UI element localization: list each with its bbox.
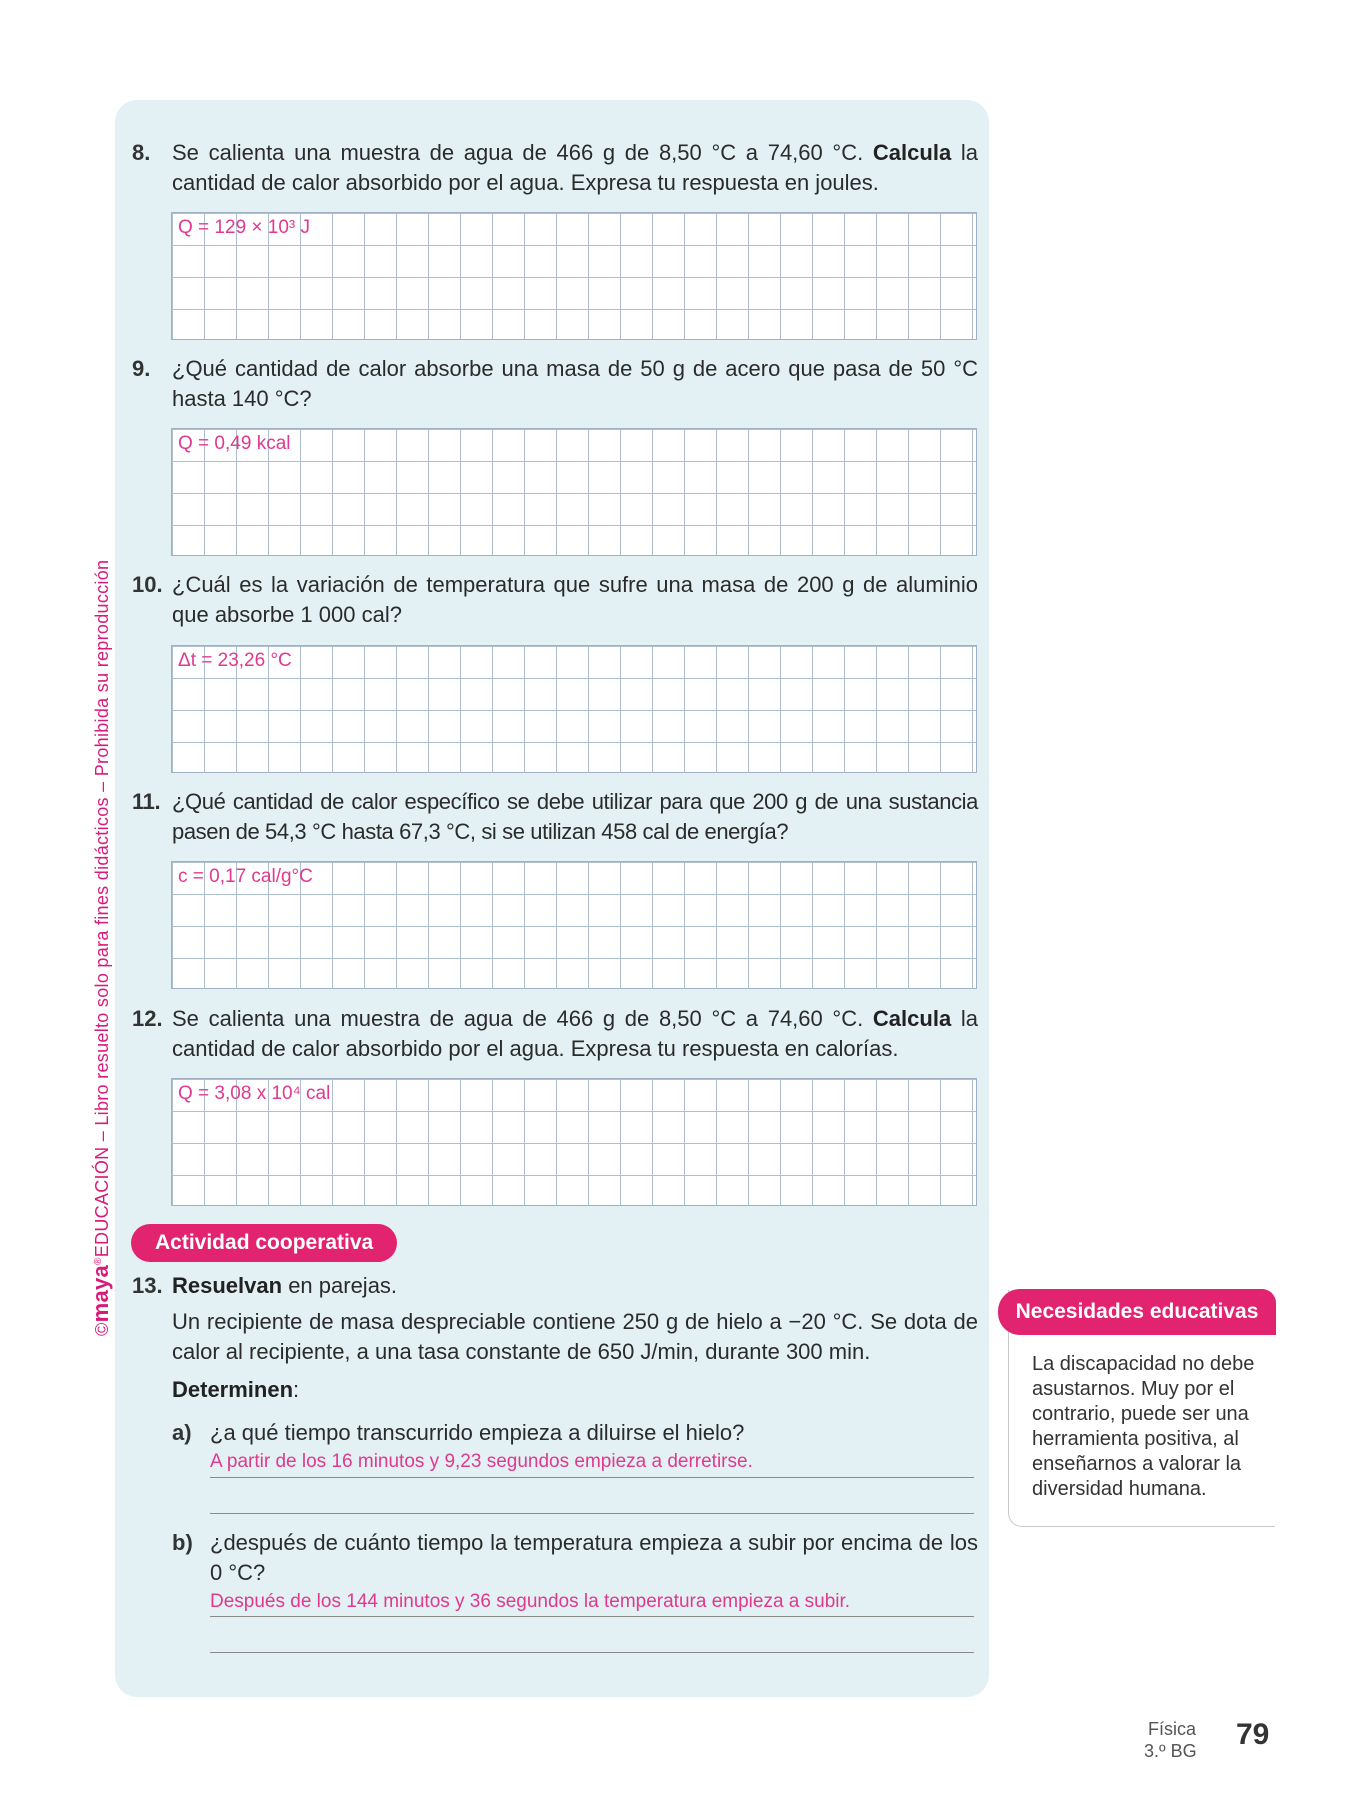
special-needs-text: La discapacidad no debe asustarnos. Muy por el contrario, puede ser una herramienta positiva, al enseñarnos a valorar la diversidad humana. xyxy=(1032,1353,1255,1500)
question-text: Se calienta una muestra de agua de 466 g de 8,50 °C a 74,60 °C. Calcula la cantidad de calor absorbido por el agua. Expresa tu respuesta en joules. xyxy=(172,140,978,195)
answer-grid-8[interactable] xyxy=(171,212,977,340)
handwritten-answer: Q = 129 × 10³ J xyxy=(178,217,311,238)
subquestion-label: b) xyxy=(172,1530,193,1555)
question-text: ¿Qué cantidad de calor específico se debe utilizar para que 200 g de una sustancia pasen de 54,3 °C hasta 67,3 °C, si se utilizan 458 cal de energía? xyxy=(172,789,978,844)
question-13 xyxy=(132,1271,978,1301)
answer-grid-12[interactable] xyxy=(171,1078,977,1206)
subquestion-a xyxy=(132,1418,978,1448)
answer-line[interactable] xyxy=(210,1513,974,1514)
cooperative-activity-badge: Actividad cooperativa xyxy=(131,1224,397,1262)
answer-text-b: Después de los 144 minutos y 36 segundos la temperatura empieza a subir. xyxy=(210,1591,851,1612)
question-text: ¿Qué cantidad de calor absorbe una masa de 50 g de acero que pasa de 50 °C hasta 140 °C? xyxy=(172,356,978,411)
answer-line[interactable] xyxy=(210,1616,974,1617)
handwritten-answer: Q = 3,08 x 10⁴ cal xyxy=(178,1083,331,1104)
question-number: 9. xyxy=(132,356,151,381)
handwritten-answer: Δt = 23,26 °C xyxy=(178,650,292,671)
copyright-vertical-text xyxy=(88,560,114,1336)
answer-line[interactable] xyxy=(210,1477,974,1478)
question-number: 10. xyxy=(132,572,163,597)
footer-subject: Física xyxy=(1148,1719,1197,1739)
subquestion-text: ¿después de cuánto tiempo la temperatura empieza a subir por encima de los 0 °C? xyxy=(210,1530,978,1585)
determine-heading: Determinen: xyxy=(172,1377,300,1402)
answer-grid-11[interactable] xyxy=(171,861,977,989)
question-text: ¿Cuál es la variación de temperatura que sufre una masa de 200 g de aluminio que absorbe 1 000 cal? xyxy=(172,572,978,627)
subquestion-b xyxy=(132,1528,978,1588)
footer-grade: 3.º BG xyxy=(1144,1741,1197,1761)
question-number: 13. xyxy=(132,1273,163,1298)
question-8 xyxy=(132,138,978,198)
page-number: 79 xyxy=(1236,1718,1270,1751)
answer-text-a: A partir de los 16 minutos y 9,23 segundos empieza a derretirse. xyxy=(210,1451,753,1472)
answer-grid-10[interactable] xyxy=(171,645,977,773)
question-text: Se calienta una muestra de agua de 466 g de 8,50 °C a 74,60 °C. Calcula la cantidad de calor absorbido por el agua. Expresa tu respuesta en calorías. xyxy=(172,1006,978,1061)
question-number: 11. xyxy=(132,789,161,814)
copyright-symbol: © xyxy=(92,1322,112,1336)
special-needs-title: Necesidades educativas xyxy=(998,1289,1276,1335)
copyright-notice: EDUCACIÓN – Libro resuelto solo para fines didácticos – Prohibida su reproducción xyxy=(92,559,112,1258)
question-instruction: Resuelvan en parejas. xyxy=(172,1273,398,1298)
subquestion-text: ¿a qué tiempo transcurrido empieza a diluirse el hielo? xyxy=(210,1420,745,1445)
answer-grid-9[interactable] xyxy=(171,428,977,556)
subquestion-label: a) xyxy=(172,1420,192,1445)
determine-label: Determinen xyxy=(172,1377,294,1402)
question-13-statement xyxy=(132,1307,978,1367)
question-9 xyxy=(132,354,978,414)
answer-line[interactable] xyxy=(210,1652,974,1653)
statement-text: Un recipiente de masa despreciable contiene 250 g de hielo a −20 °C. Se dota de calor al recipiente, a una tasa constante de 650 J/min, durante 300 min. xyxy=(172,1309,978,1364)
registered-mark: ® xyxy=(93,1257,104,1265)
question-number: 8. xyxy=(132,140,151,165)
question-number: 12. xyxy=(132,1006,163,1031)
question-10 xyxy=(132,570,978,630)
brand-logo-text: maya xyxy=(88,1264,113,1323)
question-12 xyxy=(132,1004,978,1064)
handwritten-answer: Q = 0,49 kcal xyxy=(178,433,291,454)
handwritten-answer: c = 0,17 cal/g°C xyxy=(178,866,313,887)
question-11 xyxy=(132,787,978,847)
